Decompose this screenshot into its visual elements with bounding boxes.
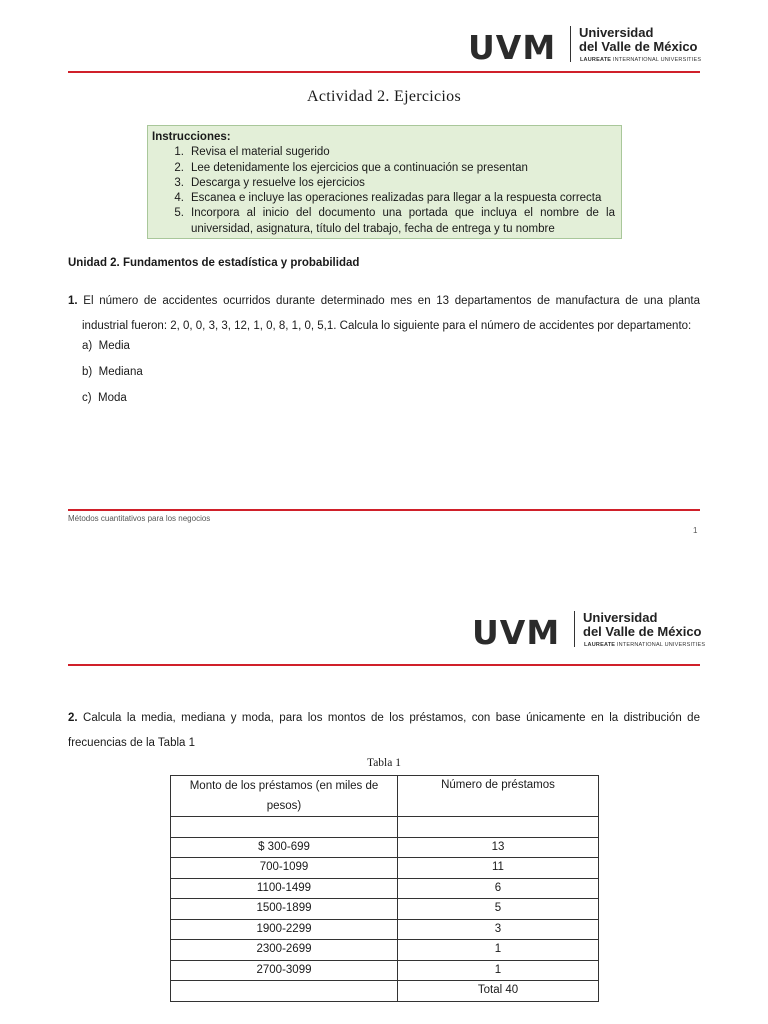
table-caption: Tabla 1 (366, 757, 401, 769)
loans-table (170, 775, 599, 1002)
option-text: Mediana (98, 366, 143, 378)
uvm-logo-mark: UVM (472, 613, 561, 652)
laureate-tagline (580, 57, 701, 63)
option-a (82, 340, 130, 352)
table-row (171, 878, 599, 899)
table-row (171, 899, 599, 920)
table-row-total (171, 981, 599, 1002)
question-2-line1 (68, 706, 700, 731)
instruction-text: Descarga y resuelve los ejercicios (191, 176, 365, 189)
table-row (171, 817, 599, 838)
cell-range: 1500-1899 (171, 899, 398, 920)
cell-count: 13 (398, 837, 599, 858)
question-2-line2: frecuencias de la Tabla 1 (68, 737, 196, 749)
instruction-number: 5. (174, 207, 184, 220)
instruction-number: 4. (174, 192, 184, 205)
instruction-item (152, 191, 615, 206)
header-amount-line1: Monto de los préstamos (en miles de (189, 780, 379, 792)
instruction-item (152, 176, 615, 191)
cell-count: 6 (398, 878, 599, 899)
cell-range: 2300-2699 (171, 940, 398, 961)
header-rule (68, 71, 700, 73)
cell-range (171, 981, 398, 1002)
header-logo (472, 611, 704, 651)
course-footer: Métodos cuantitativos para los negocios (68, 514, 211, 523)
header-count: Número de préstamos (398, 776, 599, 817)
instruction-number: 3. (174, 176, 184, 189)
option-label: b) (82, 366, 93, 378)
frequency-table (170, 775, 599, 1002)
cell-range: 700-1099 (171, 858, 398, 879)
option-b (82, 366, 143, 378)
cell-range: 1100-1499 (171, 878, 398, 899)
instruction-item (152, 145, 615, 160)
instruction-text: Escanea e incluye las operaciones realizadas para llegar a la respuesta correcta (191, 192, 602, 205)
option-label: c) (82, 392, 92, 404)
laureate-bold: LAUREATE (584, 642, 616, 648)
university-name-line2: del Valle de México (579, 39, 698, 54)
question-number: 2. (68, 712, 78, 724)
header-logo (468, 26, 700, 66)
table-row (171, 960, 599, 981)
instruction-text: Incorpora al inicio del documento una portada que incluya el nombre de la universidad, asignatura, título del trabajo, fecha de entrega y tu nombre (191, 207, 615, 235)
laureate-bold: LAUREATE (580, 57, 612, 63)
table-row (171, 919, 599, 940)
university-name-line1: Universidad (579, 25, 654, 40)
laureate-tagline (584, 642, 705, 648)
cell-total: Total 40 (398, 981, 599, 1002)
instructions-box (147, 125, 622, 239)
logo-divider (570, 26, 571, 62)
university-name-line2: del Valle de México (583, 624, 702, 639)
university-name-line1: Universidad (583, 610, 658, 625)
header-amount-line2: pesos) (266, 800, 302, 812)
instructions-heading: Instrucciones: (152, 131, 231, 143)
footer-rule (68, 509, 700, 511)
question-number: 1. (68, 295, 78, 307)
question-1 (68, 289, 700, 339)
cell-range: $ 300-699 (171, 837, 398, 858)
cell-range (171, 817, 398, 838)
question-text: El número de accidentes ocurridos durante determinado mes en 13 departamentos de manufactura de una planta (83, 295, 700, 307)
cell-count: 5 (398, 899, 599, 920)
table-row (171, 858, 599, 879)
question-text: Calcula la media, mediana y moda, para los montos de los préstamos, con base únicamente en la distribución de (83, 712, 700, 724)
unit-title: Unidad 2. Fundamentos de estadística y probabilidad (68, 257, 360, 269)
header-rule (68, 664, 700, 666)
page-number: 1 (693, 526, 698, 535)
option-text: Media (98, 340, 130, 352)
instruction-item (152, 161, 615, 176)
header-amount (171, 776, 398, 817)
instruction-number: 1. (174, 146, 184, 159)
instruction-text: Revisa el material sugerido (191, 146, 330, 159)
question-2 (68, 706, 700, 756)
table-row (171, 837, 599, 858)
uvm-logo-mark: UVM (468, 28, 557, 67)
page-title: Actividad 2. Ejercicios (307, 88, 461, 105)
cell-count: 11 (398, 858, 599, 879)
option-text: Moda (97, 392, 127, 404)
question-1-line2: industrial fueron: 2, 0, 0, 3, 3, 12, 1, 0, 8, 1, 0, 5,1. Calcula lo siguiente para el número de accidentes por departamento: (82, 320, 692, 332)
cell-range: 1900-2299 (171, 919, 398, 940)
instruction-item (152, 206, 615, 237)
option-c (82, 392, 127, 404)
cell-count: 3 (398, 919, 599, 940)
table-header-row (171, 776, 599, 817)
instruction-text: Lee detenidamente los ejercicios que a continuación se presentan (191, 161, 528, 174)
instruction-number: 2. (174, 161, 184, 174)
laureate-rest: INTERNATIONAL UNIVERSITIES (615, 642, 706, 648)
cell-range: 2700-3099 (171, 960, 398, 981)
table-row (171, 940, 599, 961)
cell-count (398, 817, 599, 838)
option-label: a) (82, 340, 93, 352)
cell-count: 1 (398, 960, 599, 981)
cell-count: 1 (398, 940, 599, 961)
logo-divider (574, 611, 575, 647)
laureate-rest: INTERNATIONAL UNIVERSITIES (611, 57, 702, 63)
question-1-line1 (68, 289, 700, 314)
